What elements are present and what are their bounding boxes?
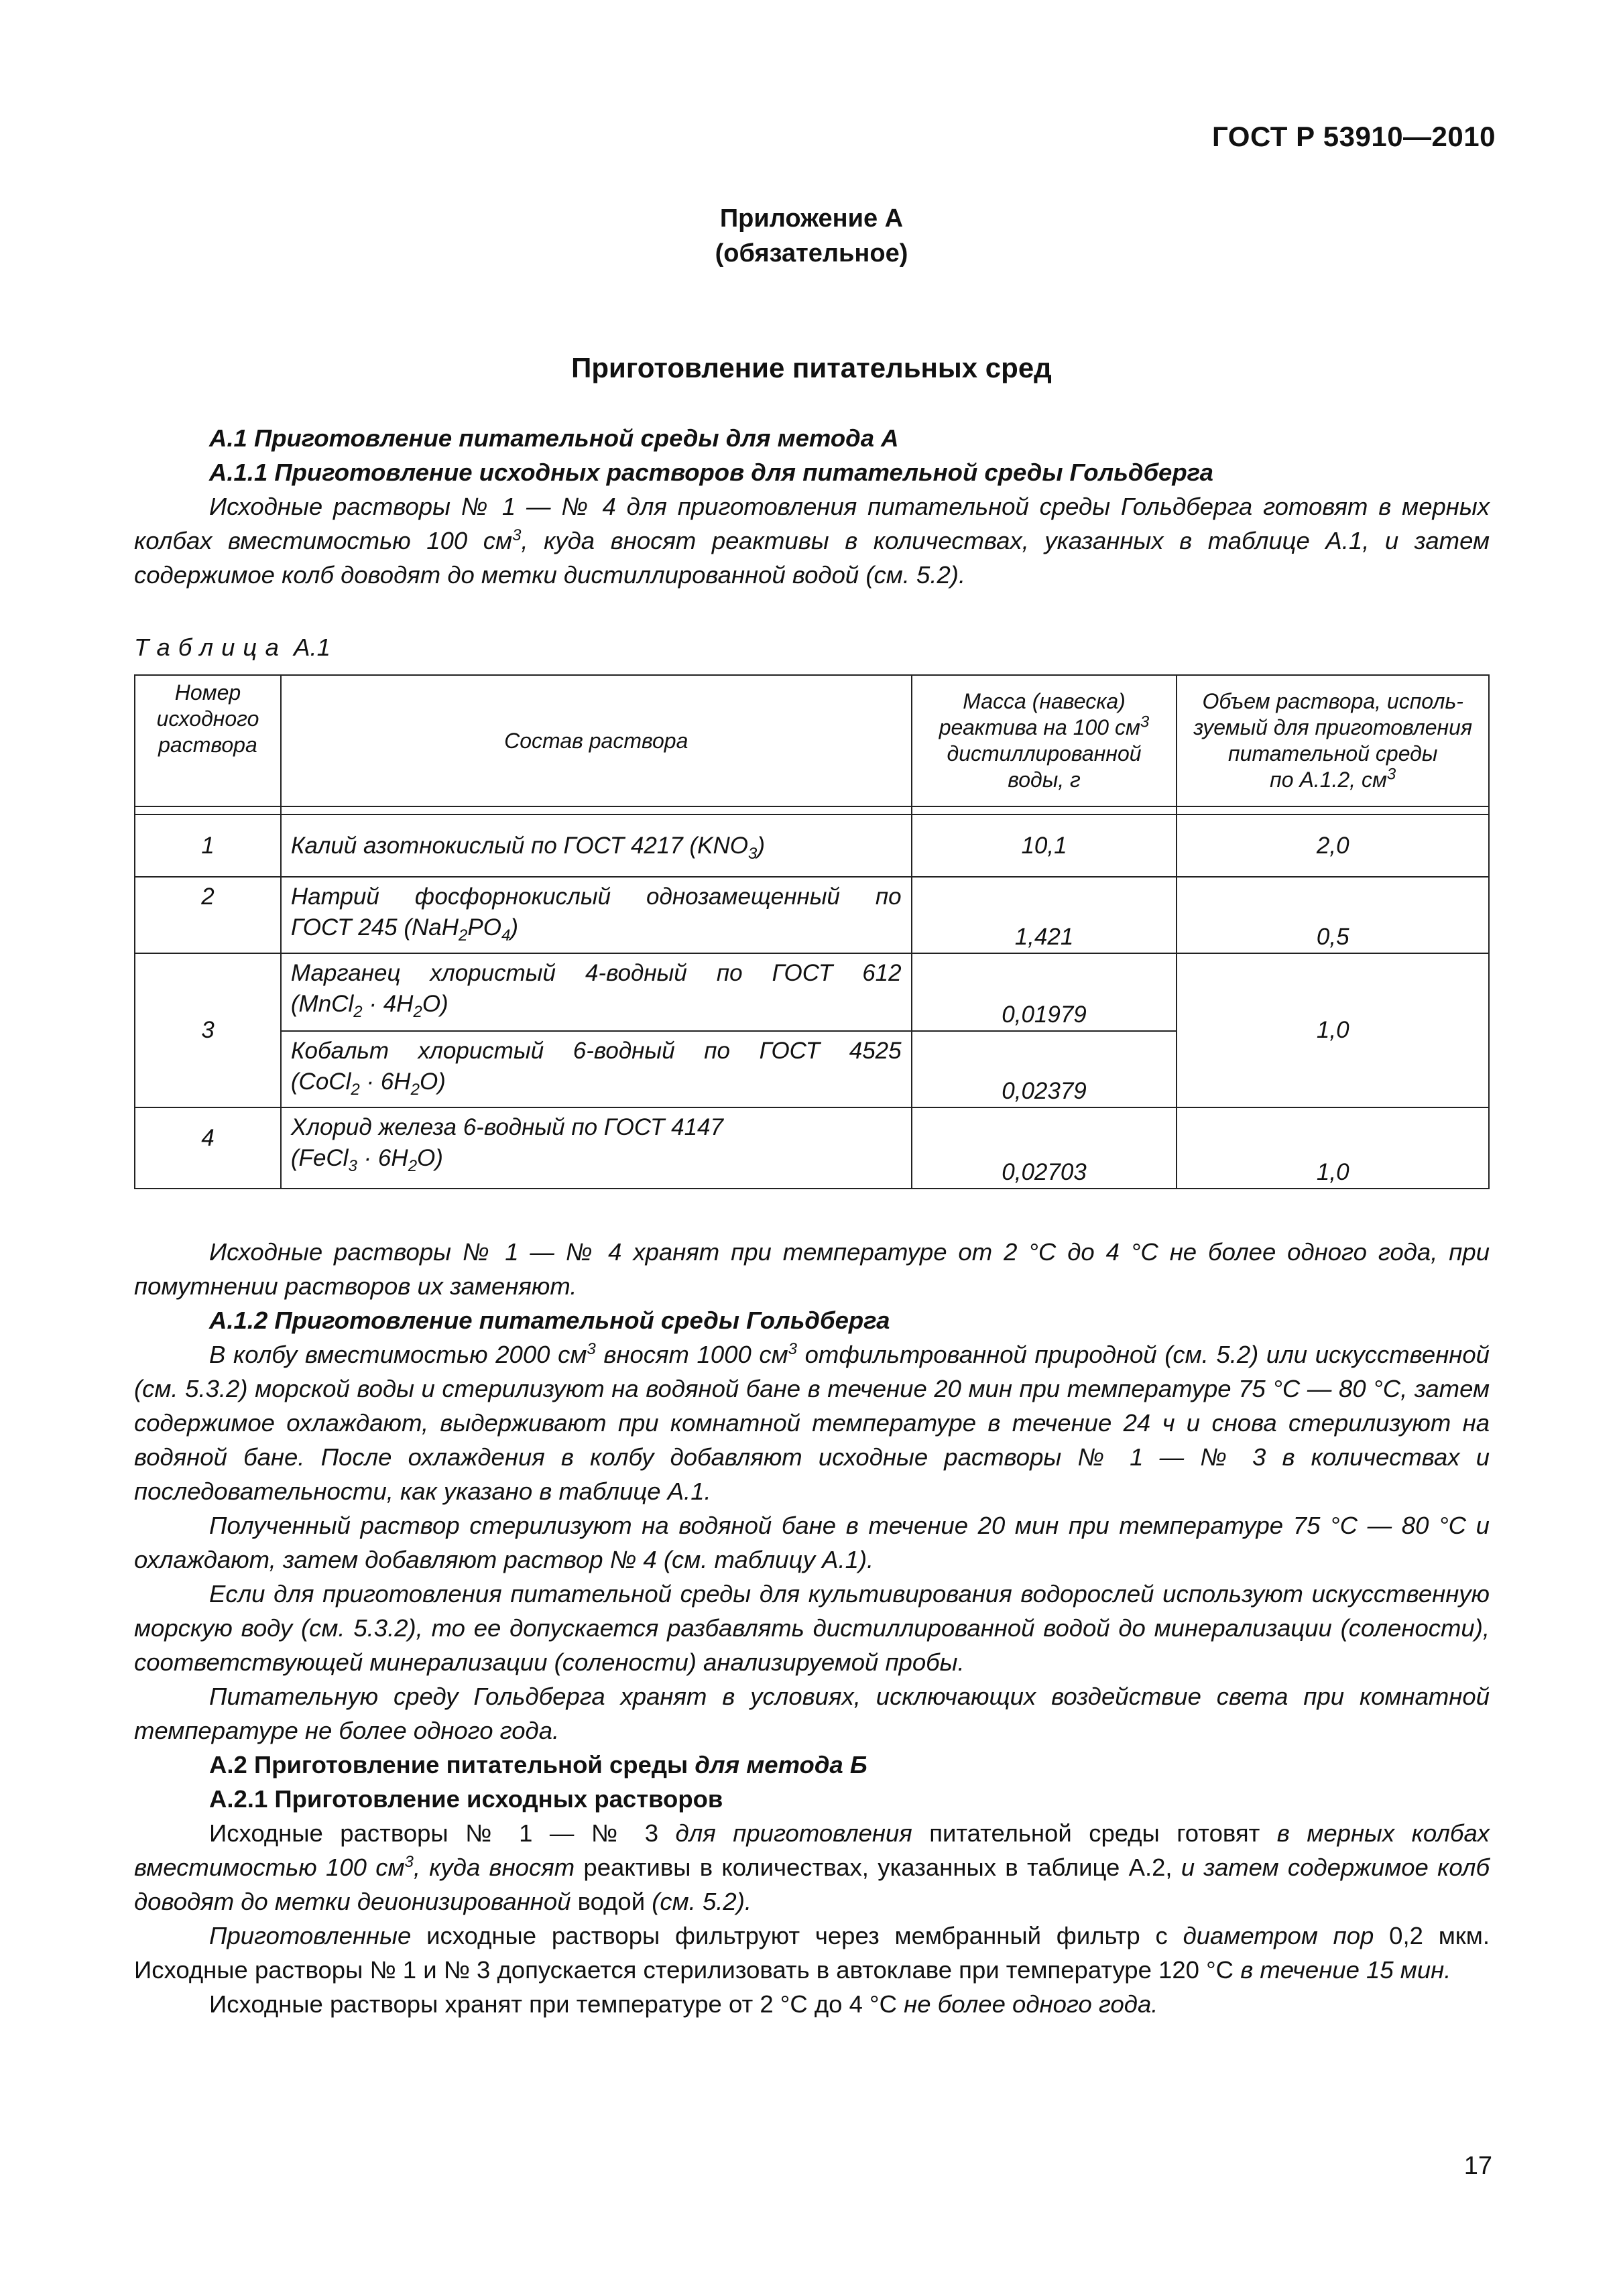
- section-a2-heading: А.2 Приготовление питательной среды для метода Б: [209, 1751, 867, 1778]
- paragraph-storage-a2: Исходные растворы хранят при температуре от 2 °С до 4 °С не более одного года.: [209, 1990, 1158, 2018]
- cell-volume: 1,0: [1177, 1107, 1489, 1189]
- section-a1-heading: А.1 Приготовление питательной среды для метода А: [209, 424, 899, 452]
- main-text: [134, 1235, 1490, 2021]
- section-a21-heading: А.2.1 Приготовление исходных растворов: [209, 1785, 723, 1813]
- standard-code: ГОСТ Р 53910—2010: [1212, 121, 1496, 152]
- cell-mass: 1,421: [912, 877, 1177, 953]
- col-header-volume: Объем раствора, исполь- зуемый для приготовления питательной среды по А.1.2, $см^3$: [1177, 675, 1489, 806]
- cell-mass: 10,1: [912, 814, 1177, 877]
- col-header-number: Номер исходного раствора: [135, 675, 281, 806]
- cell-number: 3: [135, 953, 281, 1107]
- annex-status: (обязательное): [715, 239, 908, 267]
- cell-composition: Хлорид железа 6-водный по ГОСТ 4147 (FeCl$_3$ · $6H_2O$): [281, 1107, 912, 1189]
- cell-mass: 0,01979: [912, 953, 1177, 1031]
- paragraph-artificial-water: Если для приготовления питательной среды для культивирования водорослей используют искусственную морскую воду (см. 5.3.2), то ее допускается разбавлять дистиллированной водой до минерализации (солености), соответствующей минерализации (солености) анализируемой пробы.: [134, 1580, 1490, 1676]
- paragraph-a11: Исходные растворы № 1 — № 4 для приготовления питательной среды Гольдберга готовят в мерных колбах вместимостью 100 $см^3$, куда вносят реактивы в количествах, указанных в таблице А.1, и затем содержимое колб доводят до метки дистиллированной водой (см. 5.2).: [134, 493, 1490, 589]
- section-a12-heading: А.1.2 Приготовление питательной среды Гольдберга: [209, 1307, 890, 1334]
- cell-mass: 0,02703: [912, 1107, 1177, 1189]
- cell-number: 2: [135, 877, 281, 953]
- section-a11-heading: А.1.1 Приготовление исходных растворов для питательной среды Гольдберга: [209, 459, 1213, 486]
- paragraph-storage: Исходные растворы № 1 — № 4 хранят при температуре от 2 °С до 4 °С не более одного года, при помутнении растворов их заменяют.: [134, 1238, 1490, 1300]
- table-caption: Таблица А.1: [134, 633, 330, 661]
- table-header-row: [135, 675, 1489, 806]
- table-row: [135, 953, 1489, 1031]
- page-number: 17: [1463, 2152, 1492, 2180]
- paragraph-obtained: Полученный раствор стерилизуют на водяной бане в течение 20 мин при температуре 75 °С — 80 °С и охлаждают, затем добавляют раствор № 4 (см. таблицу А.1).: [134, 1512, 1490, 1573]
- cell-number: 1: [135, 814, 281, 877]
- paragraph-prepared: Приготовленные исходные растворы фильтруют через мембранный фильтр с диаметром пор 0,2 мкм. Исходные растворы № 1 и № 3 допускается стерилизовать в автоклаве при температуре 120 °С в течение 15 мин.: [134, 1922, 1490, 1984]
- paragraph-a21: Исходные растворы № 1 — № 3 для приготовления питательной среды готовят в мерных колбах вместимостью 100 $см^3$, куда вносят реактивы в количествах, указанных в таблице А.2, и затем содержимое колб доводят до метки деионизированной водой (см. 5.2).: [134, 1819, 1490, 1915]
- cell-volume: 1,0: [1177, 953, 1489, 1107]
- section-a1-block: [134, 421, 1490, 592]
- cell-composition: Марганец хлористый 4-водный по ГОСТ 612 (MnCl$_2$ · $4H_2O$): [281, 953, 912, 1031]
- paragraph-a12: В колбу вместимостью 2000 $см^3$ вносят 1000 $см^3$ отфильтрованной природной (см. 5.2) или искусственной (см. 5.3.2) морской воды и стерилизуют на водяной бане в течение 20 мин при температуре 75 °С — 80 °С, затем содержимое охлаждают, выдерживают при комнатной температуре в течение 24 ч и снова стерилизуют на водяной бане. После охлаждения в колбу добавляют исходные растворы № 1 — № 3 в количествах и последовательности, как указано в таблице А.1.: [134, 1339, 1490, 1505]
- cell-number: 4: [135, 1107, 281, 1189]
- table-a1: [134, 674, 1490, 1189]
- table-row: [135, 877, 1489, 953]
- cell-composition: Калий азотнокислый по ГОСТ 4217 $(KNO_3)$: [281, 814, 912, 877]
- page-title: Приготовление питательных сред: [571, 352, 1052, 383]
- paragraph-keep: Питательную среду Гольдберга хранят в условиях, исключающих воздействие света при комнатной температуре не более одного года.: [134, 1683, 1490, 1744]
- annex-title: Приложение А: [719, 204, 904, 233]
- table-row: [135, 814, 1489, 877]
- col-header-composition: Состав раствора: [281, 675, 912, 806]
- cell-composition: Натрий фосфорнокислый однозамещенный по ГОСТ 245 $(NaH_2PO_4)$: [281, 877, 912, 953]
- table-row: [135, 1107, 1489, 1189]
- cell-volume: 2,0: [1177, 814, 1489, 877]
- cell-mass: 0,02379: [912, 1031, 1177, 1107]
- col-header-mass: Масса (навеска) реактива на 100 $см^3$ дистиллированной воды, г: [912, 675, 1177, 806]
- cell-composition: Кобальт хлористый 6-водный по ГОСТ 4525 (CoCl$_2$ · $6H_2O$): [281, 1031, 912, 1107]
- cell-volume: 0,5: [1177, 877, 1489, 953]
- annex-heading: [0, 201, 1623, 271]
